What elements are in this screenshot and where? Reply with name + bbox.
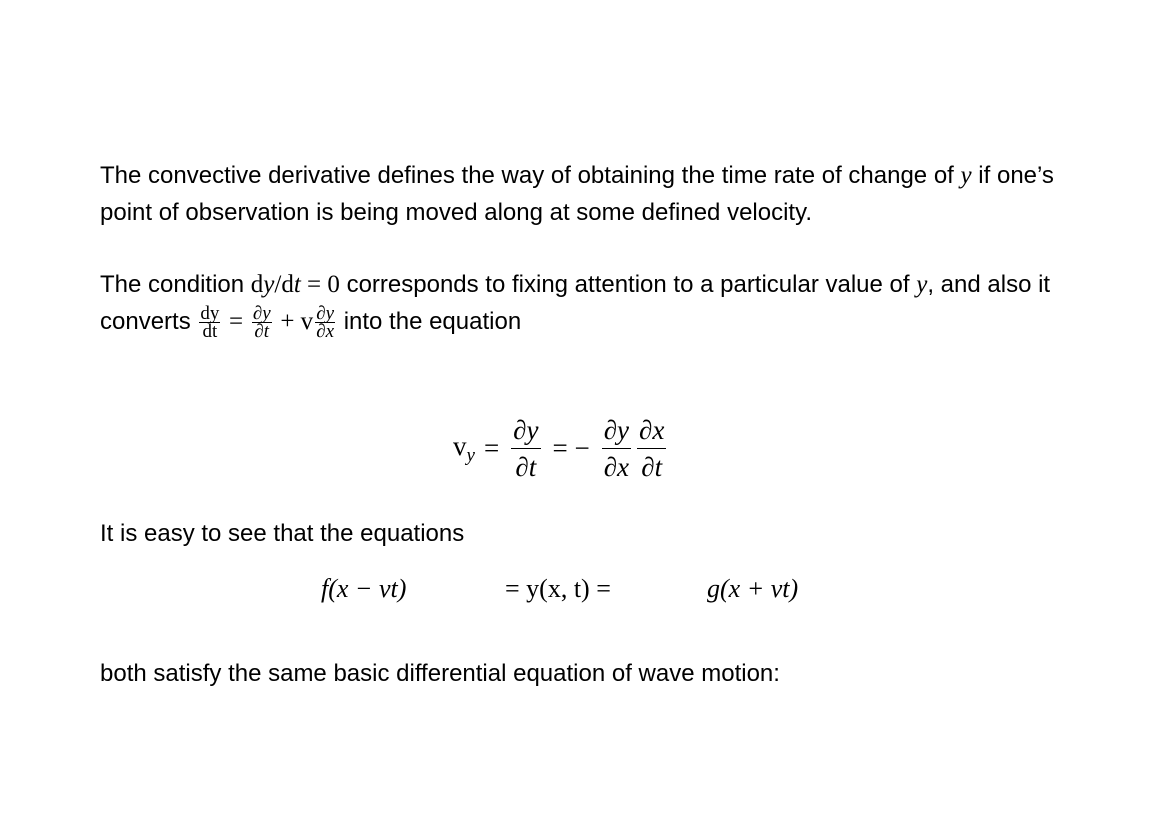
fraction-partial-y-x: $\frac{\partial y}{\partial x}$ bbox=[316, 303, 335, 343]
eq-lhs: $v_y$ bbox=[453, 430, 475, 466]
eq-right-term: g(x + vt) bbox=[707, 574, 799, 603]
math-variable-y: y bbox=[960, 162, 972, 189]
math-condition: dy/dt = 0 bbox=[250, 271, 340, 298]
eq-equals: = bbox=[483, 433, 500, 463]
math-plus-v: + v bbox=[280, 308, 314, 335]
display-equation bbox=[453, 414, 669, 483]
paragraph-wave-motion: both satisfy the same basic differential equation of wave motion: bbox=[100, 660, 780, 687]
eq-middle-term: = y(x, t) = bbox=[505, 574, 611, 603]
math-variable-y: y bbox=[916, 271, 928, 298]
paragraph-text-tail: if one’s point of observation is being moved along at some defined velocity. bbox=[100, 162, 1054, 226]
paragraph-condition bbox=[100, 266, 1080, 343]
paragraph-easy-to-see: It is easy to see that the equations bbox=[100, 520, 465, 547]
paragraph-text-lead: The condition bbox=[100, 271, 245, 298]
eq-left-term: f(x − vt) bbox=[321, 574, 407, 603]
paragraph-text: The convective derivative defines the way of obtaining the time rate of change of bbox=[100, 162, 954, 189]
eq-equals-minus: = − bbox=[552, 433, 590, 463]
paragraph-text-mid: corresponds to fixing attention to a particular value of bbox=[346, 271, 910, 298]
fraction-partial-y-t: $\frac{\partial y}{\partial t}$ bbox=[513, 415, 539, 482]
fraction-partial-x-t: $\frac{\partial x}{\partial t}$ bbox=[639, 415, 665, 482]
paragraph-convective-derivative bbox=[100, 157, 1080, 231]
fraction-partial-y-x: $\frac{\partial y}{\partial x}$ bbox=[603, 415, 630, 482]
paragraph-text-after-var: , and also it converts bbox=[100, 271, 1051, 335]
fraction-partial-y-t: $\frac{\partial y}{\partial t}$ bbox=[252, 303, 271, 343]
fraction-dy-dt: $\frac{dy}{dt}$ bbox=[200, 303, 220, 343]
paragraph-text-tail: into the equation bbox=[343, 308, 522, 335]
math-equals: = bbox=[229, 308, 244, 335]
